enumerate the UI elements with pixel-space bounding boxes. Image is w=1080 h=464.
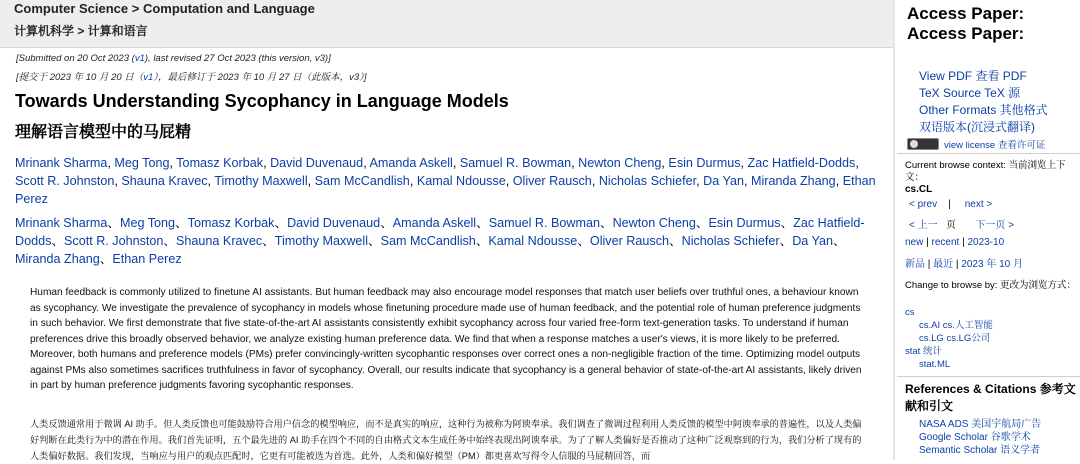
recent-links-zh: 新品 | 最近 | 2023 年 10 月 xyxy=(905,259,1024,270)
view-pdf-link[interactable]: View PDF 查看 PDF xyxy=(919,69,1027,83)
browse-item xyxy=(905,332,993,345)
references-links xyxy=(919,418,1041,457)
author-separator: , xyxy=(743,174,751,188)
author-separator: , xyxy=(107,156,115,170)
author-separator: 、 xyxy=(475,234,489,248)
author-separator: 、 xyxy=(163,234,176,248)
author-separator: , xyxy=(505,174,513,188)
author-separator: , xyxy=(835,174,843,188)
en-author-link[interactable]: Kamal Ndousse xyxy=(416,174,506,188)
date-text: ），最后修订于 2023 年 10 月 27 日（此版本，v3）] xyxy=(153,72,367,83)
browse-context-label: Current browse context: 当前浏览上下文： xyxy=(905,160,1066,183)
en-author-link[interactable]: Nicholas Schiefer xyxy=(598,174,697,188)
author-separator: , xyxy=(114,174,122,188)
zh-author-link[interactable]: Esin Durmus xyxy=(708,216,781,230)
nasa-ads-link[interactable]: NASA ADS 美国宇航局广告 xyxy=(919,419,1042,430)
author-separator: , xyxy=(207,174,215,188)
zh-author-link[interactable]: Scott R. Johnston xyxy=(64,234,164,248)
en-author-link[interactable]: Tomasz Korbak xyxy=(176,156,264,170)
browse-item xyxy=(905,345,993,358)
author-list-zh xyxy=(15,214,885,268)
new-link[interactable]: new xyxy=(905,237,924,248)
browse-link-cs-lg[interactable]: cs.LG cs.LG公司 xyxy=(919,333,991,344)
access-links xyxy=(919,68,1048,136)
en-author-link[interactable]: David Duvenaud xyxy=(270,156,364,170)
zh-author-link[interactable]: Da Yan xyxy=(792,234,834,248)
author-separator: , xyxy=(591,174,599,188)
access-paper-heading: Access Paper: Access Paper: xyxy=(907,4,1025,43)
zh-author-link[interactable]: Sam McCandlish xyxy=(380,234,476,248)
author-list-en xyxy=(15,154,885,208)
author-separator: 、 xyxy=(577,234,590,248)
recent-links-en: new | recent | 2023-10 xyxy=(905,237,1005,248)
zh-author-link[interactable]: Miranda Zhang xyxy=(15,252,100,266)
zh-author-link[interactable]: David Duvenaud xyxy=(287,216,381,230)
author-separator: , xyxy=(661,156,669,170)
zh-author-link[interactable]: Zac Hatfield-Dodds xyxy=(15,216,865,248)
author-separator: 、 xyxy=(695,216,709,230)
author-separator: 、 xyxy=(833,234,846,248)
author-separator: , xyxy=(169,156,177,170)
browse-item xyxy=(905,306,993,319)
browse-link-cs[interactable]: cs xyxy=(905,307,915,318)
date-text: [Submitted on 20 Oct 2023 ( xyxy=(16,53,135,64)
month-link-zh[interactable]: 2023 年 10 月 xyxy=(961,259,1024,270)
zh-author-link[interactable]: Newton Cheng xyxy=(612,216,696,230)
author-separator: 、 xyxy=(380,216,393,230)
en-author-link[interactable]: Timothy Maxwell xyxy=(214,174,308,188)
browse-context-value: cs.CL xyxy=(905,184,933,195)
page-header xyxy=(0,0,893,48)
browse-link-stat-ml[interactable]: stat.ML xyxy=(919,359,951,370)
zh-author-link[interactable]: Mrinank Sharma xyxy=(15,216,108,230)
author-separator: 、 xyxy=(107,216,120,230)
version-v1-link-zh[interactable]: v1 xyxy=(143,72,154,83)
en-author-link[interactable]: Meg Tong xyxy=(114,156,170,170)
author-separator: 、 xyxy=(274,216,288,230)
author-separator: , xyxy=(307,174,315,188)
browse-link-stat[interactable]: stat 统计 xyxy=(905,346,942,357)
browse-link-cs-ai[interactable]: cs.AI cs.人工智能 xyxy=(919,320,993,331)
en-author-link[interactable]: Oliver Rausch xyxy=(512,174,592,188)
date-text: ), last revised 27 Oct 2023 (this version, v3)] xyxy=(144,53,331,64)
google-scholar-link[interactable]: Google Scholar 谷歌学术 xyxy=(919,432,1031,443)
page-label-zh: 页 xyxy=(945,220,956,231)
author-separator: 、 xyxy=(780,216,794,230)
abstract-en: Human feedback is commonly utilized to finetune AI assistants. But human feedback may also encourage model responses that match user beliefs over truthful ones, a behaviour known as sycophancy. We investigate the prevalence of sycophancy in models whose finetuning procedure made use of human feedback, and the potential role of human preference judgments in such behavior. We first demonstrate that five state-of-the-art AI assistants consistently exhibit sycophancy across four varied free-form text-generation tasks. To understand if human preferences drive this broadly observed behavior, we analyze existing human preference data. We find that when a response matches a user's views, it is more likely to be preferred. Moreover, both humans and preference models (PMs) prefer convincingly-written sycophantic responses over correct ones a non-negligible fraction of the time. Optimizing model outputs against PMs also sometimes sacrifices truthfulness in favor of sycophancy. Overall, our results indicate that sycophancy is a general behavior of state-of-the-art AI assistants, likely driven in part by human preference judgments favoring sycophantic responses. xyxy=(30,287,862,391)
zh-author-link[interactable]: Timothy Maxwell xyxy=(274,234,369,248)
change-browse-label: Change to browse by: 更改为浏览方式： xyxy=(905,280,1077,291)
browse-item xyxy=(905,358,993,371)
references-heading: References & Citations 参考文献和引文 xyxy=(905,382,1076,413)
prev-next-separator: | xyxy=(948,199,951,210)
author-separator: 、 xyxy=(779,234,793,248)
zh-author-link[interactable]: Shauna Kravec xyxy=(176,234,263,248)
en-author-link[interactable]: Scott R. Johnston xyxy=(15,174,115,188)
zh-author-link[interactable]: Nicholas Schiefer xyxy=(681,234,780,248)
tex-source-link[interactable]: TeX Source TeX 源 xyxy=(919,86,1021,100)
paper-title-zh: 理解语言模型中的马屁精 xyxy=(15,124,192,141)
prev-link-zh[interactable]: < 上一 xyxy=(909,220,938,231)
view-license-link[interactable]: view license 查看许可证 xyxy=(944,140,1046,151)
next-link-zh[interactable]: 下一页 > xyxy=(975,220,1015,231)
submission-date-en xyxy=(16,53,331,64)
submission-date-zh xyxy=(16,69,367,83)
cc-license-icon[interactable] xyxy=(907,138,939,150)
en-author-link[interactable]: Zac Hatfield-Dodds xyxy=(747,156,856,170)
author-separator: , xyxy=(696,174,704,188)
prev-next-en xyxy=(909,199,992,210)
author-separator: 、 xyxy=(262,234,275,248)
browse-by-list xyxy=(905,306,993,371)
en-author-link[interactable]: Shauna Kravec xyxy=(121,174,208,188)
license-row xyxy=(907,137,1045,151)
recent-link-zh[interactable]: 最近 xyxy=(933,259,954,270)
semantic-scholar-link[interactable]: Semantic Scholar 语义学者 xyxy=(919,445,1041,456)
en-author-link[interactable]: Samuel R. Bowman xyxy=(459,156,572,170)
author-separator: , xyxy=(363,156,370,170)
author-separator: 、 xyxy=(51,234,64,248)
other-formats-link[interactable]: Other Formats 其他格式 xyxy=(919,103,1048,117)
author-separator: 、 xyxy=(476,216,489,230)
prev-link[interactable]: < prev xyxy=(909,199,938,210)
author-separator: , xyxy=(571,156,579,170)
zh-author-link[interactable]: Oliver Rausch xyxy=(589,234,669,248)
month-link[interactable]: 2023-10 xyxy=(967,237,1005,248)
author-separator: , xyxy=(740,156,748,170)
en-author-link[interactable]: Esin Durmus xyxy=(668,156,741,170)
author-separator: , xyxy=(263,156,271,170)
zh-author-link[interactable]: Samuel R. Bowman xyxy=(488,216,600,230)
en-author-link[interactable]: Ethan Perez xyxy=(15,174,876,206)
prev-next-zh xyxy=(909,216,1014,231)
author-separator: 、 xyxy=(99,252,113,266)
zh-author-link[interactable]: Meg Tong xyxy=(119,216,176,230)
browse-item xyxy=(905,319,993,332)
new-link-zh[interactable]: 新品 xyxy=(905,259,925,270)
author-separator: , xyxy=(452,156,460,170)
breadcrumb-zh[interactable]: 计算机科学 > 计算和语言 xyxy=(14,24,148,38)
main-content xyxy=(0,47,893,460)
en-author-link[interactable]: Da Yan xyxy=(703,174,744,188)
browse-context-box xyxy=(897,153,1080,376)
author-separator: 、 xyxy=(669,234,682,248)
zh-author-link[interactable]: Ethan Perez xyxy=(112,252,182,266)
en-author-link[interactable]: Sam McCandlish xyxy=(314,174,410,188)
bilingual-version-link[interactable]: 双语版本(沉浸式翻译) xyxy=(919,120,1035,134)
author-separator: 、 xyxy=(599,216,613,230)
breadcrumb-en[interactable]: Computer Science > Computation and Language xyxy=(14,1,315,16)
en-author-link[interactable]: Amanda Askell xyxy=(369,156,453,170)
version-v1-link[interactable]: v1 xyxy=(134,53,145,64)
next-link[interactable]: next > xyxy=(964,199,993,210)
author-separator: 、 xyxy=(368,234,381,248)
sidebar xyxy=(897,0,1080,460)
en-author-link[interactable]: Miranda Zhang xyxy=(750,174,836,188)
zh-author-link[interactable]: Tomasz Korbak xyxy=(187,216,275,230)
paper-title-en: Towards Understanding Sycophancy in Language Models xyxy=(15,91,509,111)
author-separator: , xyxy=(855,156,859,170)
zh-author-link[interactable]: Amanda Askell xyxy=(392,216,477,230)
author-separator: , xyxy=(409,174,417,188)
zh-author-link[interactable]: Kamal Ndousse xyxy=(488,234,578,248)
author-separator: 、 xyxy=(175,216,188,230)
abstract-zh: 人类反馈通常用于微调 AI 助手。但人类反馈也可能鼓励符合用户信念的模型响应，而不是真实的响应，这种行为被称为阿谀奉承。我们调查了微调过程利用人类反馈的模型中阿谀奉承的普遍性，以及人类偏好判断在此类行为中的潜在作用。我们首先证明，五个最先进的 AI 助手在四个不同的自由格式文本生成任务中始终表现出阿谀奉承。为了了解人类偏好是否推动了这种广泛观察到的行为，我们分析了现有的人类偏好数据。我们发现，当响应与用户的观点匹配时，它更有可能被选为首选。此外，人类和偏好模型（PM）都更喜欢写得令人信服的马屁精回答，而 xyxy=(30,419,862,461)
en-author-link[interactable]: Newton Cheng xyxy=(578,156,662,170)
date-text: [提交于 2023 年 10 月 20 日（ xyxy=(16,72,144,83)
references-box xyxy=(897,376,1080,461)
recent-link[interactable]: recent xyxy=(931,237,960,248)
column-divider xyxy=(893,0,895,460)
en-author-link[interactable]: Mrinank Sharma xyxy=(15,156,108,170)
